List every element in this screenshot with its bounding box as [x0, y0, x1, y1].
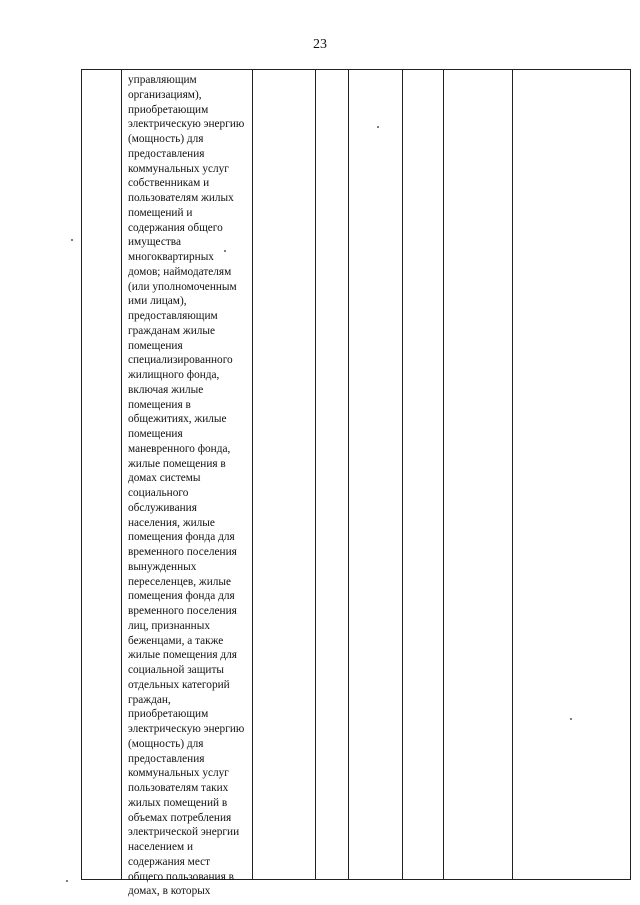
- text-line: пользователям таких: [128, 782, 229, 794]
- text-line: пользователям жилых: [128, 192, 234, 204]
- text-line: управляющим: [128, 74, 197, 86]
- text-line: (мощность) для: [128, 133, 204, 145]
- text-line: домах системы: [128, 472, 201, 485]
- text-line: общежитиях, жилые: [128, 413, 227, 426]
- text-line: собственникам и: [128, 177, 210, 190]
- text-line: домов; наймодателям: [128, 265, 232, 278]
- scan-speck: [71, 239, 73, 241]
- text-line: жилых помещений в: [128, 796, 228, 809]
- text-line: гражданам жилые: [128, 324, 215, 337]
- text-line: коммунальных услуг: [128, 162, 229, 175]
- text-line: объемах потребления: [128, 811, 232, 824]
- text-line: специализированного: [128, 354, 233, 367]
- text-line: приобретающим: [128, 103, 209, 116]
- text-line: (или уполномоченным: [128, 280, 237, 293]
- text-line: помещения: [128, 428, 183, 440]
- text-line: временного поселения: [128, 546, 237, 558]
- text-line: электрическую энергию: [128, 118, 245, 131]
- text-line: граждан,: [128, 693, 171, 706]
- text-line: переселенцев, жилые: [128, 575, 232, 588]
- text-line: общего пользования в: [128, 870, 234, 883]
- page-number: 23: [313, 37, 327, 52]
- text-line: обслуживания: [128, 501, 197, 514]
- text-line: домах, в которых: [128, 885, 211, 898]
- text-line: беженцами, а также: [128, 634, 224, 647]
- text-line: предоставления: [128, 752, 205, 765]
- text-line: приобретающим: [128, 708, 209, 721]
- table-column-divider: [315, 70, 316, 879]
- table-border-right: [630, 70, 631, 879]
- text-line: помещения: [128, 339, 183, 352]
- text-line: электрической энергии: [128, 826, 240, 839]
- text-line: лиц, признанных: [128, 619, 210, 632]
- table-column-divider: [402, 70, 403, 879]
- scan-speck: [570, 718, 572, 720]
- text-line: социальной защиты: [128, 664, 224, 676]
- text-line: имущества: [128, 236, 181, 249]
- text-line: социального: [128, 487, 189, 499]
- text-line: (мощность) для: [128, 737, 204, 750]
- text-line: помещения фонда для: [128, 590, 235, 603]
- text-line: многоквартирных: [128, 251, 214, 263]
- text-line: включая жилые: [128, 383, 204, 396]
- text-line: коммунальных услуг: [128, 767, 229, 780]
- table-column-divider: [512, 70, 513, 879]
- text-line: предоставляющим: [128, 310, 218, 322]
- text-line: населением и: [128, 841, 194, 853]
- table-column-divider: [348, 70, 349, 879]
- scan-speck: [377, 126, 379, 128]
- text-line: маневренного фонда,: [128, 442, 231, 455]
- text-line: содержания мест: [128, 855, 211, 868]
- table-border-left: [81, 70, 82, 879]
- text-line: жилищного фонда,: [128, 369, 220, 381]
- text-line: временного поселения: [128, 605, 237, 617]
- document-table: [81, 69, 631, 898]
- table-column-divider: [121, 70, 122, 879]
- text-line: жилые помещения для: [128, 649, 237, 662]
- text-line: помещений и: [128, 206, 193, 219]
- table-column-divider: [443, 70, 444, 879]
- text-line: содержания общего: [128, 221, 223, 234]
- text-line: электрическую энергию: [128, 723, 245, 735]
- text-line: вынужденных: [128, 560, 197, 573]
- text-line: помещения в: [128, 398, 191, 411]
- text-line: предоставления: [128, 147, 205, 160]
- table-cell-description: [128, 73, 258, 899]
- text-line: отдельных категорий: [128, 678, 230, 691]
- text-line: организациям),: [128, 88, 202, 101]
- scan-speck: [66, 880, 68, 882]
- text-line: населения, жилые: [128, 516, 215, 529]
- text-line: ими лицам),: [128, 295, 187, 308]
- scan-speck: [224, 250, 226, 252]
- text-line: жилые помещения в: [128, 457, 226, 470]
- text-line: помещения фонда для: [128, 531, 235, 544]
